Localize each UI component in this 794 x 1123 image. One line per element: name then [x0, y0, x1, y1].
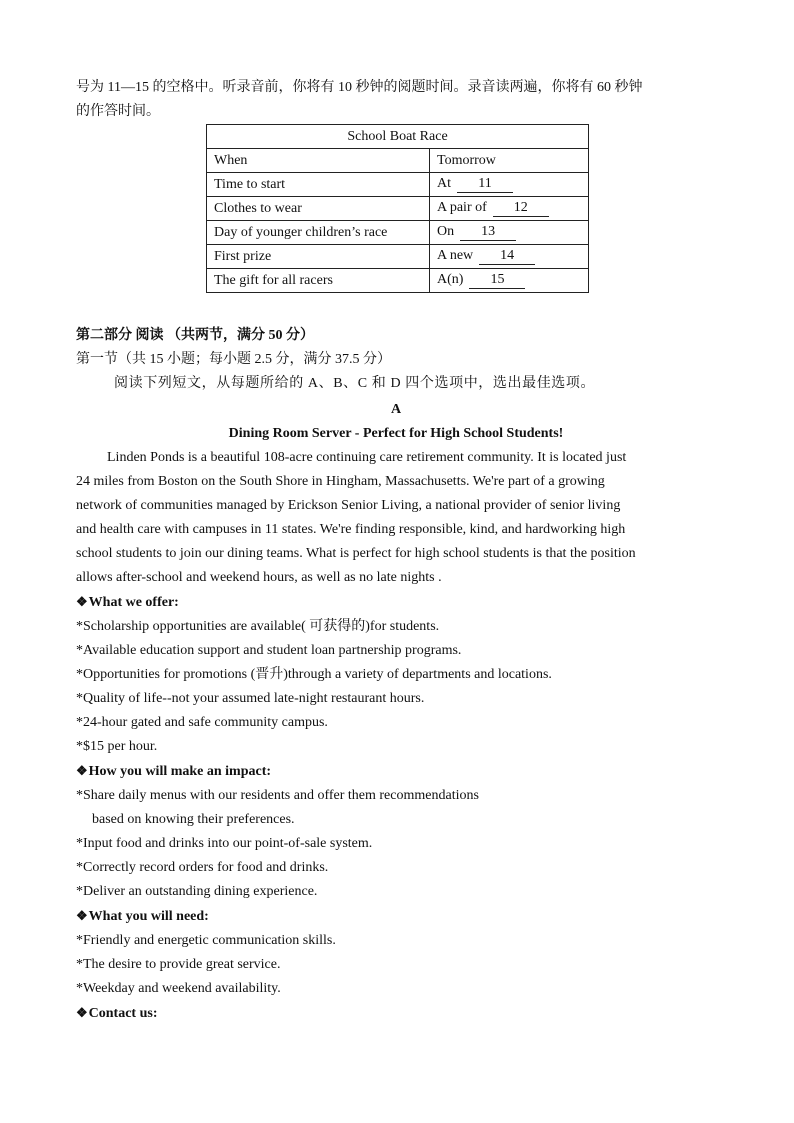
sub-title: 第一节（共 15 小题；每小题 2.5 分，满分 37.5 分）	[76, 352, 391, 367]
table-value	[430, 269, 589, 293]
list-item: *24-hour gated and safe community campus.	[76, 715, 328, 730]
table-value	[430, 149, 589, 173]
list-item: *Available education support and student loan partnership programs.	[76, 643, 462, 658]
table-value-text: A(n)	[437, 272, 464, 287]
passage-letter: A	[390, 402, 402, 417]
list-item: *Correctly record orders for food and drinks.	[76, 860, 329, 875]
table-value-text: At	[437, 176, 451, 191]
answer-blank-11: 11	[457, 176, 513, 193]
table-value-text: On	[437, 224, 455, 239]
table-value	[430, 245, 589, 269]
table-value	[430, 197, 589, 221]
intro-line-1: 号为 11—15 的空格中。听录音前，你将有 10 秒钟的阅题时间。录音读两遍，你将有 60 秒钟	[76, 80, 643, 95]
table-label: Day of younger children’s race	[207, 221, 430, 245]
table-value-text: Tomorrow	[437, 152, 496, 168]
table-value-text: A new	[437, 248, 474, 263]
table-row	[207, 269, 589, 293]
list-item: *Scholarship opportunities are available( 可获得的)for students.	[76, 619, 440, 634]
table-title: School Boat Race	[207, 125, 589, 149]
list-item: *Opportunities for promotions (晋升)through a variety of departments and locations.	[76, 667, 552, 682]
instruction: 阅读下列短文，从每题所给的 A、B、C 和 D 四个选项中，选出最佳选项。	[114, 376, 596, 391]
table-label: When	[207, 149, 430, 173]
heading-text: How you will make an impact:	[88, 764, 272, 779]
table-value	[430, 221, 589, 245]
table-label: Clothes to wear	[207, 197, 430, 221]
passage-line: Linden Ponds is a beautiful 108-acre continuing care retirement community. It is located just	[107, 450, 627, 465]
answer-blank-12: 12	[493, 200, 549, 217]
list-item: *The desire to provide great service.	[76, 957, 281, 972]
list-item-continuation: based on knowing their preferences.	[92, 812, 295, 827]
list-item: *Share daily menus with our residents and offer them recommendations	[76, 788, 479, 803]
list-item: *Input food and drinks into our point-of-sale system.	[76, 836, 373, 851]
list-item: *Quality of life--not your assumed late-night restaurant hours.	[76, 691, 425, 706]
answer-blank-15: 15	[469, 272, 525, 289]
document-page	[76, 76, 716, 1026]
answer-blank-13: 13	[460, 224, 516, 241]
passage-line: 24 miles from Boston on the South Shore in Hingham, Massachusetts. We're part of a growing	[76, 474, 605, 489]
passage-line: school students to join our dining teams. What is perfect for high school students is that the position	[76, 546, 636, 561]
section-heading-offer	[76, 590, 716, 615]
passage-line: allows after-school and weekend hours, as well as no late nights .	[76, 570, 442, 585]
section-heading-need	[76, 904, 716, 929]
section-heading-contact	[76, 1001, 716, 1026]
section-heading-impact	[76, 759, 716, 784]
answer-blank-14: 14	[479, 248, 535, 265]
table-label: First prize	[207, 245, 430, 269]
table-row	[207, 197, 589, 221]
heading-text: What you will need:	[88, 909, 209, 924]
table-label: The gift for all racers	[207, 269, 430, 293]
diamond-bullet-icon: ❖	[76, 763, 88, 778]
intro-line-2: 的作答时间。	[76, 104, 160, 119]
table-row	[207, 173, 589, 197]
table-title-row	[207, 125, 589, 149]
boat-race-table	[206, 124, 589, 293]
heading-text: Contact us:	[88, 1006, 158, 1021]
diamond-bullet-icon: ❖	[76, 1005, 88, 1020]
table-label: Time to start	[207, 173, 430, 197]
list-item: *Friendly and energetic communication skills.	[76, 933, 336, 948]
list-item: *Weekday and weekend availability.	[76, 981, 281, 996]
table-value-text: A pair of	[437, 200, 487, 215]
passage-line: and health care with campuses in 11 states. We're finding responsible, kind, and hardworking high	[76, 522, 626, 537]
part-title: 第二部分 阅读 （共两节，满分 50 分）	[76, 328, 314, 343]
table-row	[207, 245, 589, 269]
table-value	[430, 173, 589, 197]
table-row	[207, 221, 589, 245]
passage-line: network of communities managed by Erickson Senior Living, a national provider of senior living	[76, 498, 621, 513]
list-item: *$15 per hour.	[76, 739, 158, 754]
diamond-bullet-icon: ❖	[76, 594, 88, 609]
passage-title: Dining Room Server - Perfect for High School Students!	[228, 426, 564, 441]
heading-text: What we offer:	[88, 595, 179, 610]
diamond-bullet-icon: ❖	[76, 908, 88, 923]
table-row	[207, 149, 589, 173]
list-item: *Deliver an outstanding dining experience.	[76, 884, 318, 899]
